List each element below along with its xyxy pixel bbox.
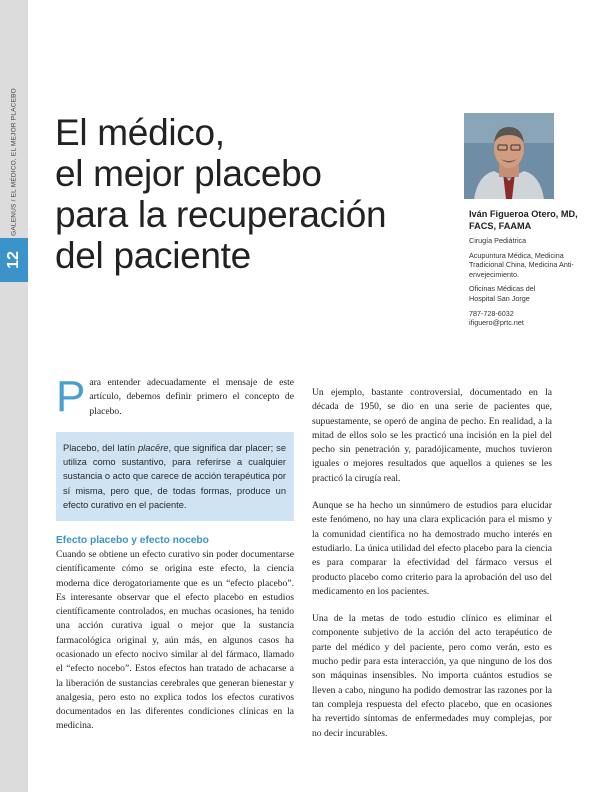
author-photo xyxy=(464,113,554,199)
callout-text: Placebo, del latín xyxy=(63,442,138,453)
author-specialty: Cirugía Pediátrica xyxy=(469,236,527,245)
author-info xyxy=(469,236,594,333)
body-paragraph: Una de la metas de todo estudio clínico es eliminar el componente subjetivo de la acción del acto terapéutico de parte del médico y del paciente, pero como verán, esto es mucho pedir para esta interacción, ya que ninguno de los dos son máquinas insensibles. No importa cuántos estudios se lleven a cabo, ninguno ha podido demostrar las razones por la tan compleja respuesta del efecto placebo, que en ocasiones ha revertido síntomas de enfermedades muy complejas, por no decir incurables. xyxy=(312,613,552,739)
author-credentials: FACS, FAAMA xyxy=(469,221,532,231)
author-contact xyxy=(469,309,594,328)
column-left xyxy=(56,372,294,747)
title-line: el mejor placebo xyxy=(55,153,322,194)
title-line: para la recuperación xyxy=(55,194,387,235)
body-paragraph: Cuando se obtiene un efecto curativo sin poder documentarse científicamente cómo se origina este efecto, la ciencia moderna dice derogatoriamente que es un “efecto placebo”. Es interesante observar que el efecto placebo en estudios científicamente controlados, en muchas ocasiones, ha tenido una acción curativa igual o mejor que la sustancia farmacológica original y, aún más, en algunos casos ha ocasionado un efecto nocivo similar al del fármaco, llamado el “efecto nocebo”. Estos efectos han tratado de achacarse a la liberación de sustancias cerebrales que generan bienestar y analgesia, pero esto no explica todos los efectos curativos documentados en las diferentes condiciones clínicas en la medicina. xyxy=(56,548,294,732)
body-paragraph: Un ejemplo, bastante controversial, documentado en la década de 1950, se dio en una serie de pacientes que, supuestamente, se operó de angina de pecho. En realidad, a la mitad de ellos solo se les practicó una incisión en la piel del pecho sin penetración y, paradójicamente, muchos tuvieron iguales o mejores resultados que aquellos a quienes se les practicó la cirugía real. xyxy=(312,387,552,484)
title-line: del paciente xyxy=(55,235,251,276)
body-paragraph: Aunque se ha hecho un sinnúmero de estudios para elucidar este fenómeno, no hay una clara explicación para el mismo y la comunidad científica no ha demostrado mucho interés en estudiarlo. La única utilidad del efecto placebo para la ciencia es para comparar la efectividad del fármaco versus el producto placebo como criterio para la aprobación del uso del medicamento en los pacientes. xyxy=(312,500,552,597)
running-head: GALENUS / EL MÉDICO, EL MEJOR PLACEBO xyxy=(10,88,18,236)
page-number: 12 xyxy=(5,251,22,269)
author-email[interactable]: ifiguero@prtc.net xyxy=(469,318,524,328)
author-other-specialties: Acupuntura Médica, Medicina Tradicional China, Medicina Anti-envejecimiento. xyxy=(469,250,574,279)
callout-term: placēre xyxy=(137,442,169,453)
author-office xyxy=(469,284,594,303)
title-line: El médico, xyxy=(55,112,225,153)
drop-cap: P xyxy=(56,372,86,421)
author-name-line: Iván Figueroa Otero, MD, xyxy=(469,209,578,219)
intro-paragraph xyxy=(56,372,294,421)
column-right xyxy=(312,386,552,754)
author-office-line: Oficinas Médicas del xyxy=(469,284,536,294)
definition-callout xyxy=(56,432,294,521)
author-portrait-image xyxy=(464,113,554,199)
author-phone: 787-728-6032 xyxy=(469,308,514,318)
callout-text: , que significa dar placer; se utiliza como sustantivo, para referirse a cualquier sustancia o acto que carece de acción terapéutica por sí misma, pero que, de todas formas, produce un efecto curativo en el paciente. xyxy=(63,442,286,510)
section-subheading: Efecto placebo y efecto nocebo xyxy=(56,534,209,546)
author-name xyxy=(469,208,589,232)
author-office-line: Hospital San Jorge xyxy=(469,293,530,303)
article-title xyxy=(55,112,455,276)
intro-text: ara entender adecuadamente el mensaje de este artículo, debemos definir primero el concepto de placebo. xyxy=(89,377,294,417)
